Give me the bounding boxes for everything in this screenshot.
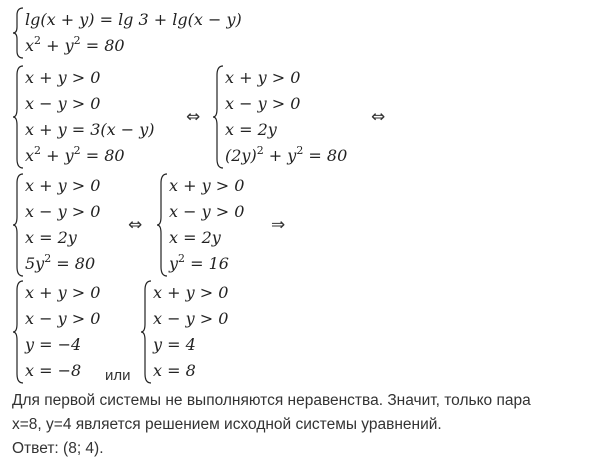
equation-line: y = 4 <box>153 335 196 354</box>
system-4-lines <box>25 173 100 277</box>
equation-line: x − y > 0 <box>169 202 245 221</box>
equation-line: x + y > 0 <box>169 176 245 195</box>
system-1 <box>12 7 272 59</box>
brace-icon <box>140 280 152 384</box>
equation-line: x − y > 0 <box>25 309 101 328</box>
equation-line: lg(x + y) = lg 3 + lg(x − y) <box>25 10 242 29</box>
brace-icon <box>12 65 24 169</box>
system-7-lines <box>153 280 228 384</box>
system-5 <box>156 173 266 277</box>
equation-line: $x^2 + y^2 = 80$ <box>25 144 125 165</box>
equation-line: $y^2 = 16$ <box>169 252 229 273</box>
explanation-line-1: Для первой системы не выполняются неравенства. Значит, только пара <box>12 392 531 409</box>
brace-icon <box>12 280 24 384</box>
system-3-lines <box>225 65 347 169</box>
or-word: или <box>105 367 131 384</box>
equiv-arrow: ⇔ <box>371 107 386 127</box>
equiv-arrow: ⇔ <box>128 215 143 235</box>
equation-line: x + y = 3(x − y) <box>25 120 155 139</box>
system-2 <box>12 65 182 169</box>
equation-line: x + y > 0 <box>225 68 301 87</box>
equation-line: x = 2y <box>169 228 221 247</box>
system-4 <box>12 173 122 277</box>
system-5-lines <box>169 173 244 277</box>
system-6-lines <box>25 280 100 384</box>
brace-icon <box>212 65 224 169</box>
system-2-lines <box>25 65 155 169</box>
equation-line: x − y > 0 <box>225 94 301 113</box>
equation-line: x + y > 0 <box>25 68 101 87</box>
equation-line: x = 2y <box>25 228 77 247</box>
equation-line: y = −4 <box>25 335 82 354</box>
equation-line: x = −8 <box>25 361 82 380</box>
equation-line: x + y > 0 <box>153 283 229 302</box>
brace-icon <box>12 173 24 277</box>
equiv-arrow: ⇔ <box>186 107 201 127</box>
system-3 <box>212 65 362 169</box>
equation-line: x − y > 0 <box>25 94 101 113</box>
system-7 <box>140 280 250 384</box>
equation-line: x = 8 <box>153 361 196 380</box>
equation-line: x = 2y <box>225 120 277 139</box>
implies-arrow: ⇒ <box>271 215 286 235</box>
equation-line: x − y > 0 <box>153 309 229 328</box>
explanation-line-2: x=8, y=4 является решением исходной системы уравнений. <box>12 416 442 433</box>
brace-icon <box>12 7 24 59</box>
equation-line: x − y > 0 <box>25 202 101 221</box>
equation-line: x + y > 0 <box>25 283 101 302</box>
brace-icon <box>156 173 168 277</box>
equation-line: x + y > 0 <box>25 176 101 195</box>
equation-line: $5y^2 = 80$ <box>25 252 96 273</box>
answer-line: Ответ: (8; 4). <box>12 440 104 457</box>
system-1-lines <box>25 7 242 59</box>
equation-line: $x^2 + y^2 = 80$ <box>25 34 125 55</box>
equation-line: $(2y)^2 + y^2 = 80$ <box>225 144 348 165</box>
